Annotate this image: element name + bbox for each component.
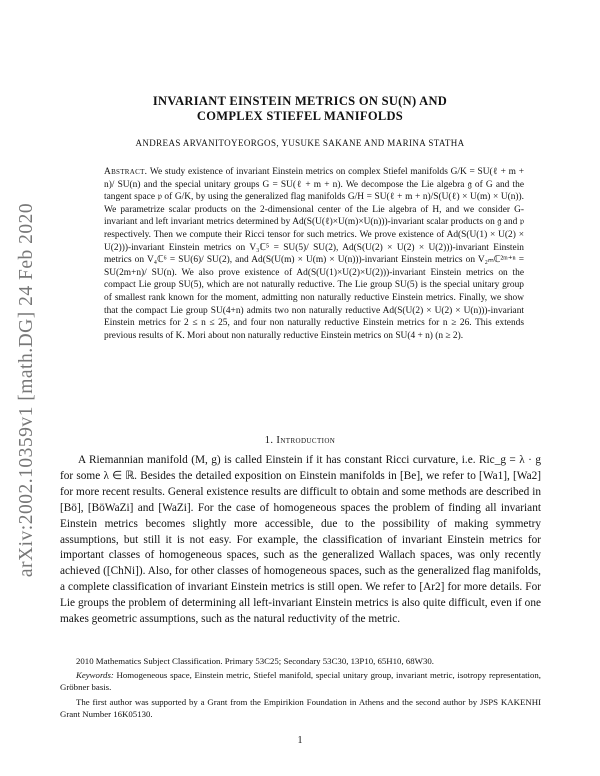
arxiv-stamp-svg [6,180,46,600]
msc-text: Primary 53C25; Secondary 53C30, 13P10, 65H10, 68W30. [224,656,434,666]
paper-title-line2: COMPLEX STIEFEL MANIFOLDS [196,109,404,123]
footnote-msc [60,655,541,667]
keywords-text: Homogeneous space, Einstein metric, Stiefel manifold, special unitary group, invariant metric, isotropy representation, Gröbner basis. [60,670,541,692]
abstract-text: We study existence of invariant Einstein metrics on complex Stiefel manifolds G/K = SU(ℓ + m + n)/ SU(n) and the special unitary groups G = SU(ℓ + m + n). We decompose the Lie algebra 𝔤 of G and the tangent space 𝔭 of G/K, by using the generalized flag manifolds G/H = SU(ℓ + m + n)/S(U(ℓ) × U(m) × U(n)). We parametrize scalar products on the 2-dimensional center of the Lie algebra of H, and we consider G-invariant and left invariant metrics determined by Ad(S(U(ℓ)×U(m)×U(n)))-invariant scalar products on 𝔤 and 𝔭 respectively. Then we compute their Ricci tensor for such metrics. We prove existence of Ad(S(U(1) × U(2) × U(2)))-invariant Einstein metrics on V₃ℂ⁵ = SU(5)/ SU(2), Ad(S(U(2) × U(2) × U(2)))-invariant Einstein metrics on V₄ℂ⁶ = SU(6)/ SU(2), and Ad(S(U(m) × U(m) × U(n)))-invariant Einstein metrics on V₂ₘℂ²ᵐ⁺ⁿ = SU(2m+n)/ SU(n). We also prove existence of Ad(S(U(1)×U(2)×U(2)))-invariant Einstein metrics on the compact Lie group SU(5), which are not naturally reductive. The Lie group SU(5) is the special unitary group of smallest rank known for the moment, admitting non naturally reductive Einstein metrics. Finally, we show that the compact Lie group SU(4+n) admits two non naturally reductive Ad(S(U(2) × U(2) × U(n)))-invariant Einstein metrics for 2 ≤ n ≤ 25, and four non naturally reductive Einstein metrics for n ≥ 26. This extends previous results of K. Mori about non naturally reductive Einstein metrics on SU(4 + n) (n ≥ 2). [104,167,524,341]
arxiv-id: arXiv:2002.10359v1 [math.DG] 24 Feb 2020 [16,202,37,578]
intro-paragraph: A Riemannian manifold (M, g) is called Einstein if it has constant Ricci curvature, i.e. Ric_g = λ · g for some λ ∈ ℝ. Besides the detailed exposition on Einstein manifolds in [Be], we refer to [Wa1], [Wa2] for more recent results. General existence results are difficult to obtain and some methods are described in [Bö], [BöWaZi] and [WaZi]. For the case of homogeneous spaces the problem of finding all invariant Einstein metrics becomes slightly more accessible, due to the possibility of making symmetry assumptions, but still it is not easy. For example, the classification of invariant Einstein metrics for important classes of homogeneous spaces, such as the generalized Wallach spaces, was only recently achieved ([ChNi]). Also, for other classes of homogeneous spaces, such as the generalized flag manifolds, a complete classification of invariant Einstein metrics is still open. We refer to [Ar2] for more details. For Lie groups the problem of determining all left-invariant Einstein metrics is also quite difficult, even if one makes geometric assumptions, such as the natural reductivity of the metric. [60,454,541,626]
keywords-label: Keywords: [76,670,114,680]
section-heading: 1. Introduction [264,435,336,446]
paper-title-line1: INVARIANT EINSTEIN METRICS ON SU(N) AND [152,94,448,108]
footnote-keywords [60,669,541,693]
abstract [104,166,524,342]
footnote-funding: The first author was supported by a Grant from the Empirikion Foundation in Athens and the second author by JSPS KAKENHI Grant Number 16K05130. [60,697,541,719]
abstract-label: Abstract. [104,167,148,177]
msc-label: 2010 Mathematics Subject Classification. [76,656,223,666]
arxiv-stamp [6,180,46,600]
authors: ANDREAS ARVANITOYEORGOS, YUSUKE SAKANE AND MARINA STATHA [135,138,465,148]
page-number: 1 [297,735,303,746]
